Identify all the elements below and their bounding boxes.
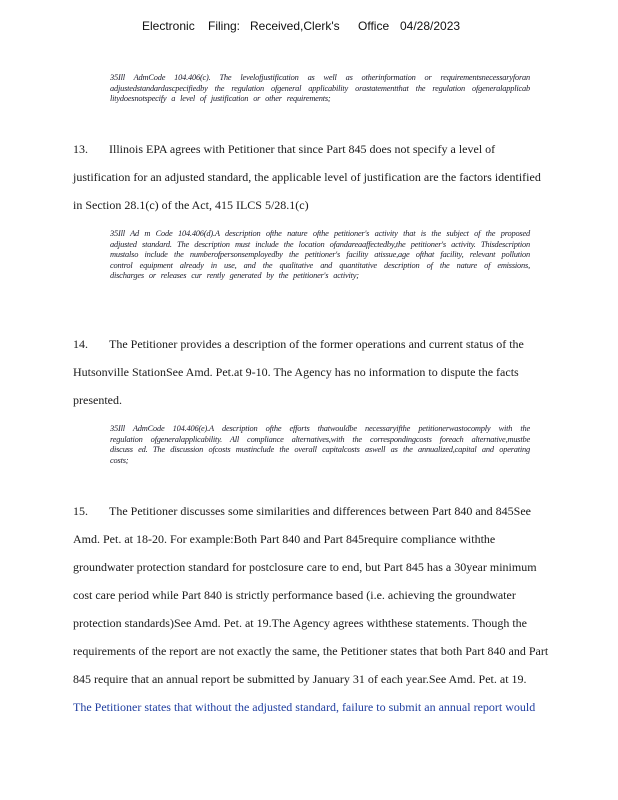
header-filing: Filing: (208, 19, 241, 33)
paragraph-line: The Petitioner states that without the adjusted standard, failure to submit an annual report would (73, 700, 536, 714)
regulation-quote-c: 35Ill AdmCode 104.406(c). The levelofjustification as well as otherinformation or requirementsnecessaryforan adjustedstandardascpecifiedby the regulation ofgeneral applicability orastatementthat the regulation ofgeneralapplicab litydoesnotspecify a level of justification or other requirements; (110, 73, 530, 104)
paragraph-line: presented. (73, 393, 122, 407)
paragraph-line: justification for an adjusted standard, the applicable level of justification are the factors identified (73, 170, 541, 184)
paragraph-15 (73, 497, 579, 721)
paragraph-line: in Section 28.1(c) of the Act, 415 ILCS 5/28.1(c) (73, 198, 309, 212)
paragraph-14 (73, 330, 579, 414)
paragraph-line: requirements of the report are not exactly the same, the Petitioner states that both Part 840 and Part (73, 644, 549, 658)
paragraph-line: 845 require that an annual report be submitted by January 31 of each year.See Amd. Pet. at 19. (73, 672, 527, 686)
paragraph-number: 13. (73, 142, 88, 156)
regulation-quote-e: 35Ill AdmCode 104.406(e).A description ofthe efforts thatwouldbe necessaryifthe petitionerwastocomply with the regulation ofgeneralapplicability. All compliance alternatives,with the correspondingcosts foreach alternative,mustbe discuss ed. The discussion ofcosts mustinclude the overall capitalcosts aswell as the annualized,capital and operating costs; (110, 424, 530, 465)
paragraph-line: Amd. Pet. at 18-20. For example:Both Part 840 and Part 845require compliance withthe (73, 532, 496, 546)
header-received: Received,Clerk's (250, 19, 340, 33)
paragraph-line: cost care period while Part 840 is strictly performance based (i.e. achieving the groundwater (73, 588, 516, 602)
header-electronic: Electronic (142, 19, 195, 33)
paragraph-number: 15. (73, 504, 88, 518)
paragraph-line: groundwater protection standard for postclosure care to end, but Part 845 has a 30year minimum (73, 560, 537, 574)
header-office: Office (358, 19, 390, 33)
regulation-quote-d: 35Ill Ad m Code 104.406(d).A description ofthe nature ofthe petitioner's activity that is the subject of the proposed adjusted standard. The description must include the location ofandareaaffectedby,the petitioner's activity. Thisdescription mustalso include the numberofpersonsemployedby the petitioner's facility atissue,age ofthat facility, relevant pollution control equipment already in use, and the qualitative and quantitative description of the nature of emissions, discharges or releases cur rently generated by the petitioner's activity; (110, 229, 530, 281)
paragraph-number: 14. (73, 337, 88, 351)
paragraph-line: Illinois EPA agrees with Petitioner that since Part 845 does not specify a level of (109, 142, 496, 156)
header-date: 04/28/2023 (400, 19, 461, 33)
paragraph-line: protection standards)See Amd. Pet. at 19.The Agency agrees withthese statements. Though the (73, 616, 528, 630)
paragraph-line: Hutsonville StationSee Amd. Pet.at 9-10. The Agency has no information to dispute the facts (73, 365, 519, 379)
paragraph-13 (73, 135, 579, 219)
paragraph-line: The Petitioner discusses some similarities and differences between Part 840 and 845See (109, 504, 532, 518)
paragraph-line: The Petitioner provides a description of the former operations and current status of the (109, 337, 524, 351)
